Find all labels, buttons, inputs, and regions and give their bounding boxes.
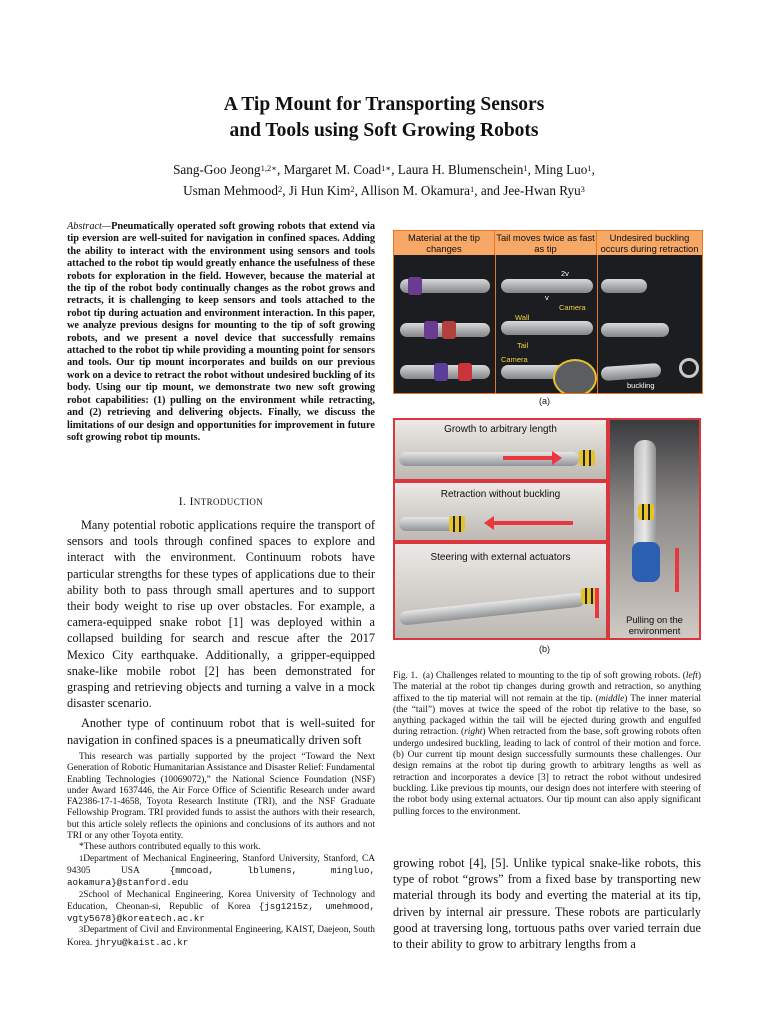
email: jhryu@kaist.ac.kr [94, 936, 189, 948]
figure-1-caption: Fig. 1. (a) Challenges related to mounting to the tip of soft growing robots. (left) The material at the robot tip changes during growth and retraction, so anything affixed to the tip material will not remain at the tip. (middle) The inner material (the “tail”) moves at twice the speed of the robot tip relative to the base, so anything packaged within the tail will be ejected during growth and engulfed during retraction. (right) When retracted from the base, soft growing robots often undergo undesired buckling, leading to lack of control of their motion and force. (b) Our current tip mount design successfully surmounts these challenges. Our design remains at the robot tip during growth to arbitrary lengths as well as retraction and incorporates a device [3] to retract the robot without undesired buckling. Like previous tip mounts, our design does not interfere with steering of the robot body using external actuators. Our tip mount can also apply significant pulling forces to the environment. [393, 671, 702, 817]
growth-label: Growth to arbitrary length [444, 424, 557, 435]
abstract [67, 221, 375, 444]
steering-label: Steering with external actuators [430, 552, 571, 563]
author-name: Sang-Goo Jeong [173, 162, 261, 177]
wall-label: Wall [515, 313, 530, 322]
right-column-body [393, 855, 701, 952]
growth-panel [393, 418, 608, 481]
author-affiliation-marker: 1∗ [381, 163, 392, 173]
figure-1a-label: (a) [539, 396, 550, 406]
author-name: Jee-Hwan Ryu [503, 183, 581, 198]
affiliation-2: $^2$School of Mechanical Engineering, Korea University of Technology and Education, Cheonan-si, Republic of Korea {jsg1215z, umehmood, vgty5678}@koreatech.ac.kr [67, 888, 375, 925]
paper-title [0, 92, 768, 144]
title-line-2: and Tools using Soft Growing Robots [229, 120, 539, 141]
author-affiliation-marker: 1 [470, 184, 475, 194]
figure-1a [393, 230, 703, 394]
author-name: Margaret M. Coad [283, 162, 382, 177]
steering-panel [393, 542, 608, 640]
figure-1a-right-panel [597, 255, 702, 393]
camera-zoom-inset [553, 359, 597, 393]
title-line-1: A Tip Mount for Transporting Sensors [223, 94, 545, 115]
author-affiliation-marker: 2 [277, 184, 283, 194]
author-list [0, 159, 768, 201]
camera-label-bottom: Camera [501, 355, 528, 364]
buckled-coil [679, 358, 699, 378]
introduction-body [67, 517, 375, 748]
pulling-panel [608, 418, 701, 640]
funding-footnote: This research was partially supported by the project “Toward the Next Generation of Robotic Humanitarian Assistance and Disaster Relief: Fundamental Enabling Technologies (10069072),” the National Science Foundation (NSF) under Award 1637446, the Air Force Office of Scientific Research under award FA2386-17-1-4658, Toyota Research Institute (TRI), and the NSF Graduate Fellowship Program. TRI provided funds to assist the authors with their research, but this article solely reflects the opinions and conclusions of its authors and not TRI or any other Toyota entity. [67, 752, 375, 842]
affiliation-3: $^3$Department of Civil and Environmental Engineering, KAIST, Daejeon, South Korea. jhryu@kaist.ac.kr [67, 924, 375, 948]
author-line-2: Usman Mehmood$^2$, Ji Hun Kim$^2$, Allison M. Okamura$^1$, and Jee-Hwan Ryu$^3$ [183, 183, 585, 198]
paragraph: Many potential robotic applications require the transport of sensors and tools through confined spaces to explore and interact with the environment. Continuum robots have particular strengths for these types of applications due to their ability both to pass through small apertures and to support their body weight to rise up over obstacles. For example, a camera-equipped snake robot [1] was deployed within a collapsed building for search and rescue after the 2017 Mexico City earthquake. Additionally, a gripper-equipped snake-like mobile robot [2] has been demonstrated for grasping and retrieving objects and turning a valve in a mock disaster scenario. [67, 518, 375, 711]
velocity-2v-label: 2v [561, 269, 569, 278]
email: {mmcoad, lblumens, mingluo, aokamura}@stanford.edu [67, 864, 375, 889]
email: {jsg1215z, umehmood, vgty5678}@koreatech.ac.kr [67, 900, 375, 925]
figure-1a-header-middle: Tail moves twice as fast as tip [495, 231, 597, 255]
figure-1a-header-right: Undesired buckling occurs during retraction [597, 231, 702, 255]
affiliation-1: $^1$Department of Mechanical Engineering, Stanford University, Stanford, CA 94305 USA {mmcoad, lblumens, mingluo, aokamura}@stanford.edu [67, 852, 375, 889]
paragraph: growing robot [4], [5]. Unlike typical snake-like robots, this type of robot “grows” from a fixed base by transporting new material through its body and everting the material at its tip, driven by internal air pressure. These robots are particularly good at traversing long, tortuous paths over varied terrain due to their ability to grow to arbitrary lengths from a [393, 856, 701, 952]
section-heading-introduction: I. INTRODUCTION [178, 496, 264, 508]
equal-contribution-footnote: *These authors contributed equally to this work. [79, 842, 261, 853]
figure-1a-left-panel [394, 255, 496, 393]
author-name: Usman Mehmood [183, 183, 278, 198]
retraction-label: Retraction without buckling [440, 489, 561, 500]
camera-label-top: Camera [559, 303, 586, 312]
author-name: Allison M. Okamura [360, 183, 470, 198]
figure-1b-label: (b) [539, 644, 550, 654]
author-affiliation-marker: 3 [580, 184, 585, 194]
retrieved-object [632, 542, 660, 582]
author-affiliation-marker: 1 [523, 163, 528, 173]
figure-1a-middle-panel [495, 255, 598, 393]
footnotes [67, 752, 375, 949]
buckling-label: buckling [627, 381, 655, 390]
retraction-panel [393, 481, 608, 542]
author-name: Ming Luo [534, 162, 588, 177]
tail-label: Tail [517, 341, 529, 350]
author-affiliation-marker: 2 [350, 184, 355, 194]
paragraph: Another type of continuum robot that is well-suited for navigation in confined spaces is a pneumatically driven soft [67, 716, 375, 747]
author-name: Ji Hun Kim [288, 183, 351, 198]
abstract-lead: Abstract— [67, 221, 112, 232]
figure-1a-header-left: Material at the tip changes [394, 231, 495, 255]
author-line-1: Sang-Goo Jeong$^{1,2∗}$, Margaret M. Coad$^{1∗}$, Laura H. Blumenschein$^1$, Ming Luo$^1$, [173, 162, 595, 177]
author-affiliation-marker: 1,2∗ [260, 163, 278, 173]
velocity-v-label: v [545, 293, 549, 302]
pulling-label: Pulling on the environment [626, 614, 683, 636]
figure-1b [393, 418, 701, 640]
author-name: Laura H. Blumenschein [397, 162, 524, 177]
author-affiliation-marker: 1 [587, 163, 592, 173]
abstract-text: Pneumatically operated soft growing robots that extend via tip eversion are well-suited for navigation in confined spaces. Adding the ability to interact with the environment using sensors and tools attached to the robot tip would greatly enhance the usefulness of these robots for exploration in the field. However, because the material at the tip of the robot body continually changes as the robot grows and retracts, it is challenging to keep sensors and tools attached to the robot tip during actuation and environment interaction. In this paper, we analyze previous designs for mounting to the tip of soft growing robots, and we present a novel device that successfully remains attached to the robot tip while providing a mounting point for sensors and tools. Our tip mount incorporates and builds on our previous work on a device to retract the robot without undesired buckling of its body. Using our tip mount, we demonstrate two new soft growing robot capabilities: (1) pulling on the environment while retracting, and (2) retrieving and delivering objects. Finally, we discuss the limitations of our design and opportunities for improvement in future soft growing robot tip mounts. [67, 221, 375, 443]
